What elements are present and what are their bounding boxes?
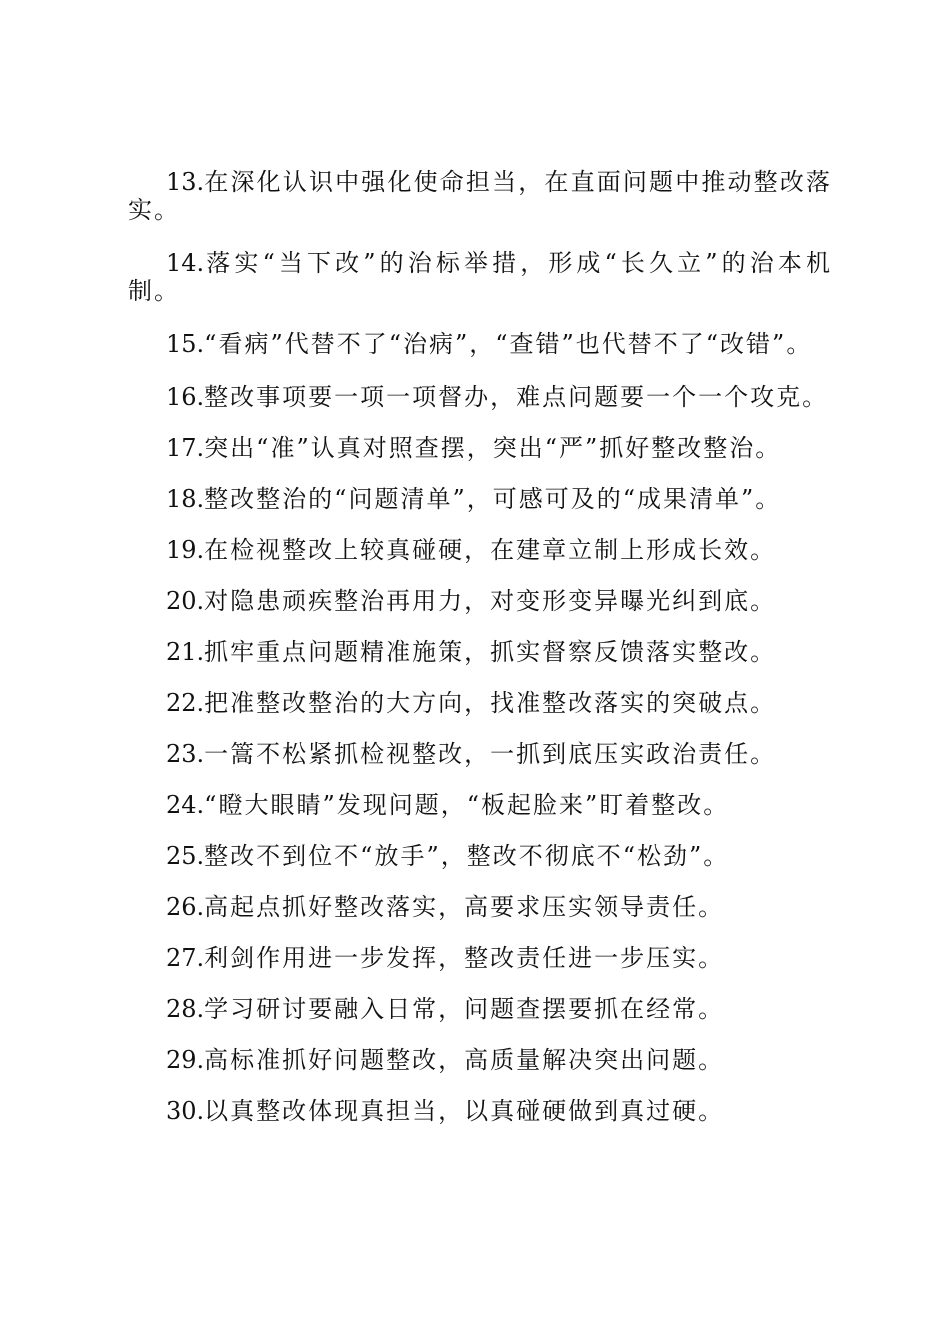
item-text: 利剑作用进一步发挥，整改责任进一步压实。 xyxy=(204,944,725,972)
list-item xyxy=(128,383,832,411)
document-body xyxy=(128,168,832,1148)
item-text: 学习研讨要融入日常，问题查摆要抓在经常。 xyxy=(204,995,725,1023)
list-item xyxy=(128,842,832,870)
item-text: 以真整改体现真担当，以真碰硬做到真过硬。 xyxy=(204,1097,725,1125)
item-text: 整改整治的“问题清单”，可感可及的“成果清单”。 xyxy=(204,485,782,513)
list-item xyxy=(128,1046,832,1074)
item-number: 28. xyxy=(166,995,205,1023)
item-text: 突出“准”认真对照查摆，突出“严”抓好整改整治。 xyxy=(204,434,782,462)
item-number: 23. xyxy=(166,740,205,768)
item-text: 高标准抓好问题整改，高质量解决突出问题。 xyxy=(204,1046,725,1074)
list-item xyxy=(128,330,832,358)
item-text: 抓牢重点问题精准施策，抓实督察反馈落实整改。 xyxy=(204,638,777,666)
list-item xyxy=(128,434,832,462)
item-text: 整改事项要一项一项督办，难点问题要一个一个攻克。 xyxy=(204,383,829,411)
item-text: 一篙不松紧抓检视整改，一抓到底压实政治责任。 xyxy=(204,740,777,768)
item-number: 13. xyxy=(166,168,205,196)
list-item xyxy=(128,791,832,819)
list-item xyxy=(128,536,832,564)
item-number: 29. xyxy=(166,1046,205,1074)
item-number: 15. xyxy=(166,330,205,358)
item-number: 22. xyxy=(166,689,205,717)
item-text: 把准整改整治的大方向，找准整改落实的突破点。 xyxy=(204,689,777,717)
item-number: 17. xyxy=(166,434,205,462)
list-item xyxy=(128,168,832,224)
item-text: “瞪大眼睛”发现问题，“板起脸来”盯着整改。 xyxy=(204,791,730,819)
item-number: 19. xyxy=(166,536,205,564)
list-item xyxy=(128,893,832,921)
item-number: 21. xyxy=(166,638,205,666)
list-item xyxy=(128,740,832,768)
list-item xyxy=(128,1097,832,1125)
list-item xyxy=(128,587,832,615)
item-text: 对隐患顽疾整治再用力，对变形变异曝光纠到底。 xyxy=(204,587,777,615)
item-number: 25. xyxy=(166,842,205,870)
item-text: 高起点抓好整改落实，高要求压实领导责任。 xyxy=(204,893,725,921)
list-item xyxy=(128,689,832,717)
item-number: 14. xyxy=(166,249,205,277)
list-item xyxy=(128,995,832,1023)
item-number: 26. xyxy=(166,893,205,921)
item-text: “看病”代替不了“治病”，“查错”也代替不了“改错”。 xyxy=(204,330,813,358)
item-number: 24. xyxy=(166,791,205,819)
item-number: 16. xyxy=(166,383,205,411)
item-text: 在检视整改上较真碰硬，在建章立制上形成长效。 xyxy=(204,536,777,564)
item-text: 在深化认识中强化使命担当，在直面问题中推动整改落实。 xyxy=(128,168,832,224)
list-item xyxy=(128,638,832,666)
item-number: 20. xyxy=(166,587,205,615)
list-item xyxy=(128,249,832,305)
item-number: 27. xyxy=(166,944,205,972)
list-item xyxy=(128,944,832,972)
item-text: 整改不到位不“放手”，整改不彻底不“松劲”。 xyxy=(204,842,730,870)
item-number: 30. xyxy=(166,1097,205,1125)
item-number: 18. xyxy=(166,485,205,513)
item-text: 落实“当下改”的治标举措，形成“长久立”的治本机制。 xyxy=(128,249,832,305)
list-item xyxy=(128,485,832,513)
